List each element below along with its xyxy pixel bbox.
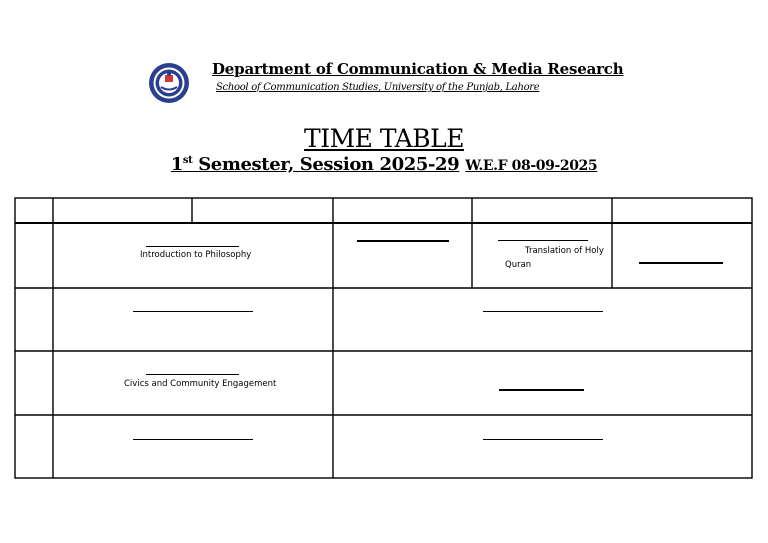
- wef-date: W.E.F 08-09-2025: [465, 158, 598, 174]
- course-slot-line: [146, 246, 239, 247]
- semester-label: Semester, Session 2025-29: [198, 154, 460, 175]
- course-slot-line: [499, 389, 584, 391]
- course-slot-line: [146, 374, 239, 375]
- school-subtitle: School of Communication Studies, University of the Punjab, Lahore: [216, 82, 540, 93]
- course-quran: Translation of Holy Quran: [505, 246, 604, 270]
- department-title: Department of Communication & Media Research: [212, 60, 624, 78]
- course-slot-line: [639, 262, 723, 264]
- semester-suffix: st: [182, 155, 193, 166]
- course-slot-line: [133, 439, 253, 440]
- course-philosophy: Introduction to Philosophy: [140, 250, 252, 260]
- course-slot-line: [357, 240, 449, 242]
- page-title: TIME TABLE: [304, 124, 464, 153]
- course-slot-line: [498, 240, 588, 241]
- course-slot-line: [483, 311, 603, 312]
- course-civics: Civics and Community Engagement: [124, 379, 277, 389]
- course-slot-line: [133, 311, 253, 312]
- semester-number: 1: [170, 154, 183, 175]
- course-slot-line: [483, 439, 603, 440]
